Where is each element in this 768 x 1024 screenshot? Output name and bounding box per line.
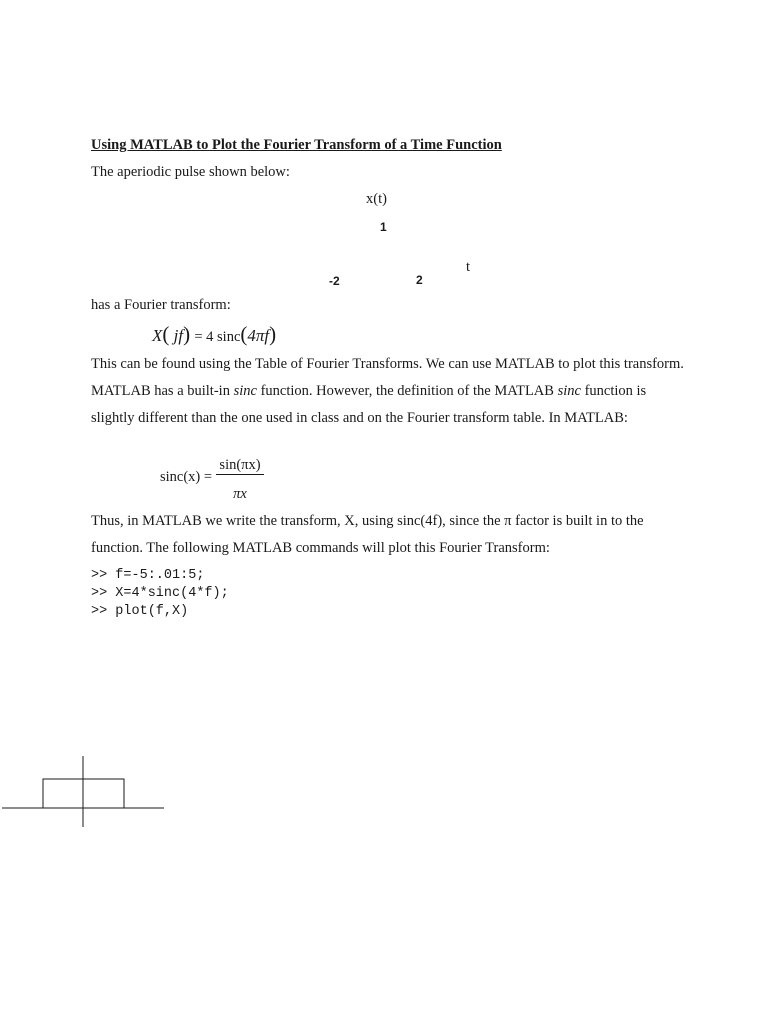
- eq-close-paren-2: ): [269, 322, 277, 346]
- pulse-amplitude-label: 1: [380, 220, 387, 234]
- code-line: >> f=-5:.01:5;: [91, 568, 205, 583]
- page-title: Using MATLAB to Plot the Fourier Transform of a Time Function: [91, 137, 502, 153]
- paragraph-matlab-commands: Thus, in MATLAB we write the transform, X, using sinc(4f), since the π factor is built in to the function. The following MATLAB commands will plot this Fourier Transform:: [91, 513, 644, 556]
- sinc-def-fraction-bar: [216, 474, 264, 475]
- para1-part3: function is slightly different than the one used in class and on the Fourier transform table. In MATLAB:: [91, 383, 647, 426]
- para1-part1: This can be found using the Table of Fourier Transforms. We can use MATLAB to plot this transform. MATLAB has a built-in: [91, 356, 684, 399]
- eq-rhs-arg: 4πf: [247, 326, 270, 345]
- eq-jf: jf: [173, 326, 184, 345]
- sinc-def-denominator: πx: [233, 486, 247, 502]
- pulse-xlabel: t: [466, 259, 471, 275]
- para1-sinc-1: sinc: [233, 383, 257, 399]
- eq-open-paren: (: [162, 322, 170, 346]
- eq-open-paren-2: (: [240, 322, 248, 346]
- sinc-def-lhs: sinc(x) =: [160, 469, 213, 485]
- eq-rhs: = 4 sinc: [194, 329, 241, 345]
- pulse-right-tick: 2: [416, 273, 423, 287]
- paragraph-sinc-explanation: [91, 351, 691, 432]
- pulse-plot: [0, 750, 170, 832]
- eq-X: X: [152, 326, 163, 345]
- pulse-left-tick: -2: [329, 274, 340, 288]
- transform-equation: [152, 322, 276, 347]
- code-line: >> plot(f,X): [91, 604, 189, 619]
- para1-sinc-2: sinc: [557, 383, 581, 399]
- transform-intro: has a Fourier transform:: [91, 297, 231, 313]
- intro-text: The aperiodic pulse shown below:: [91, 164, 290, 180]
- code-line: >> X=4*sinc(4*f);: [91, 586, 229, 601]
- pulse-ylabel: x(t): [366, 191, 387, 207]
- sinc-def-numerator: sin(πx): [219, 457, 261, 473]
- eq-close-paren: ): [183, 322, 191, 346]
- para1-part2: function. However, the definition of the MATLAB: [256, 383, 558, 399]
